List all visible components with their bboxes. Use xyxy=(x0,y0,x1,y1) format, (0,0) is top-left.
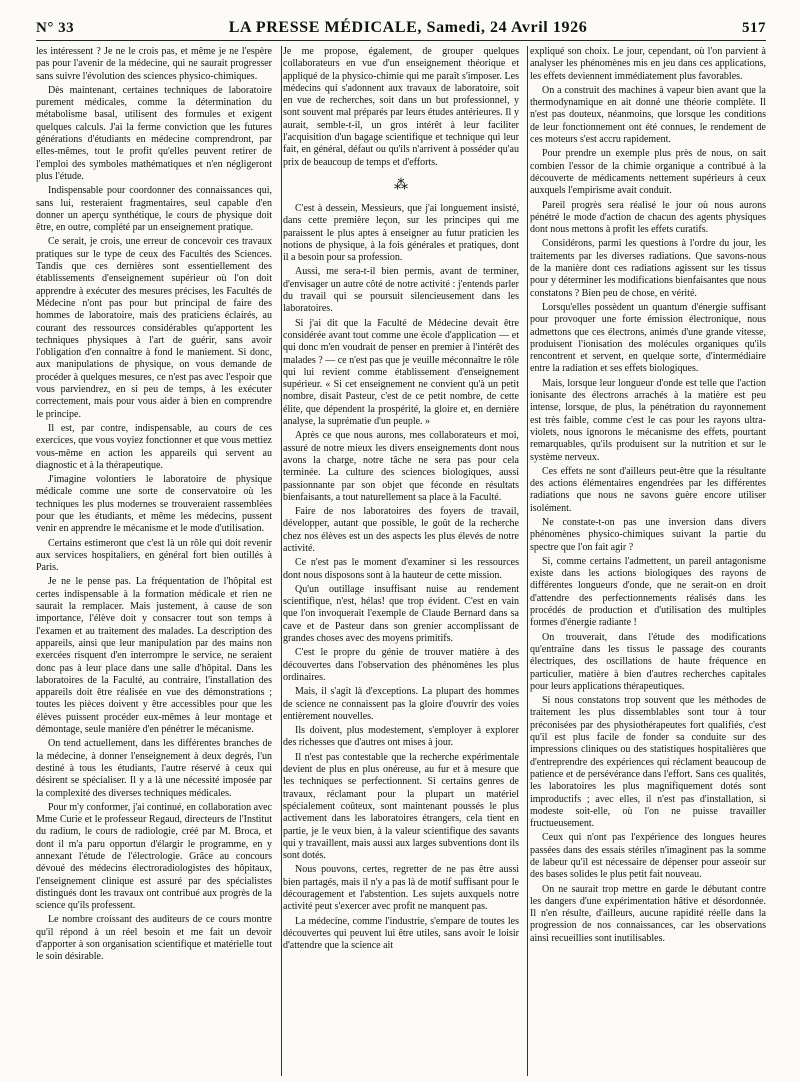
columns xyxy=(36,46,766,1076)
paragraph: Faire de nos laboratoires des foyers de travail, développer, autant que possible, le goût de la recherche chez nos élèves est un des aspects les plus élevés de notre activité. xyxy=(283,506,519,554)
paragraph: Pour m'y conformer, j'ai continué, en collaboration avec Mme Curie et le professeur Regaud, directeurs de l'Institut du radium, le cours de radiologie, créé par M. Broca, et dont il m'a paru opportun d'élargir le programme, en y annexant l'étude de l'électrologie. Grâce au concours dévoué des médecins électroradiologistes des hôpitaux, l'enseignement clinique est assuré par des spécialistes distingués dont les travaux ont contribué aux progrès de la science qu'ils professent. xyxy=(36,801,272,912)
issue-number: N° 33 xyxy=(36,20,75,36)
paragraph: Je me propose, également, de grouper quelques collaborateurs en vue d'un enseignement théorique et appliqué de la physico-chimie qui me paraît s'imposer. Les médecins qui s'adonnent aux travaux de laboratoire, soit en vue de recherches, soit dans un but professionnel, y sont souvent mal préparés par leurs études antérieures. Il y aurait, semble-t-il, un gros intérêt à leur faciliter l'acquisition d'un bagage scientifique et technique qui leur fait, en général, défaut ou qu'ils n'arrivent à posséder qu'au prix de beaucoup de temps et d'efforts. xyxy=(283,46,519,168)
column-2-top xyxy=(283,46,519,169)
paragraph: On tend actuellement, dans les différentes branches de la médecine, à donner l'enseignement à deux degrés, l'un destiné à tous les étudiants, l'autre réservé à ceux qui désirent se spécialiser. Il y a là une nécessité imposée par la complexité des diverses techniques médicales. xyxy=(36,738,272,799)
paragraph: Je ne le pense pas. La fréquentation de l'hôpital est certes indispensable à la formation médicale et rien ne saurait la remplacer. Mais justement, à cause de son importance, l'élève doit y consacrer tout son temps à l'examen et au traitement des malades. La description des appareils, ainsi que leur manipulation par des mains non exercées risquent d'en interrompre le service, ne seraient donc pas à leur place dans une salle d'hôpital. Dans les laboratoires de la Faculté, au contraire, l'installation des appareils doit être réalisée en vue des démonstrations ; toutes les pièces doivent y être accessibles pour que les élèves puissent procéder eux-mêmes à leur montage et démontage, seule manière d'en pénétrer le mécanisme. xyxy=(36,576,272,736)
paragraph: Mais, lorsque leur longueur d'onde est telle que l'action ionisante des électrons arrachés à la matière est peu intense, lorsque, de plus, la pénétration du rayonnement est très faible, comme c'est le cas pour les rayons ultra-violets, nous ignorons le mécanisme des effets, pourtant remarquables, qu'ils produisent sur la nutrition et sur le système nerveux. xyxy=(530,377,766,463)
asterism-separator: ⁂ xyxy=(394,177,408,193)
masthead-title: LA PRESSE MÉDICALE, Samedi, 24 Avril 1926 xyxy=(228,19,588,36)
paragraph: La médecine, comme l'industrie, s'empare de toutes les découvertes qui peuvent lui être utiles, sans avoir le loisir d'attendre que la science ait xyxy=(283,915,519,952)
paragraph: Ce n'est pas le moment d'examiner si les ressources dont nous disposons sont à la hauteur de cette mission. xyxy=(283,557,519,581)
paragraph: Considérons, parmi les questions à l'ordre du jour, les traitements par les diverses radiations. Que savons-nous de la manière dont ces radiations agissent sur les tissus pour y déterminer les modifications bienfaisantes que nous constatons ? Bien peu de chose, en vérité. xyxy=(530,238,766,299)
paragraph: Indispensable pour coordonner des connaissances qui, sans lui, resteraient fragmentaires, seul capable d'en donner un aperçu synthétique, le cours de physique doit être, en outre, complété par un enseignement pratique. xyxy=(36,185,272,234)
paragraph: Si, comme certains l'admettent, un pareil antagonisme existe dans les actions biologiques des rayons de différentes longueurs d'onde, que ne serait-on en droit d'attendre des perfectionnements réalisés dans les procédés de production et d'utilisation des multiples formes d'énergie radiante ! xyxy=(530,555,766,629)
paragraph: Lorsqu'elles possèdent un quantum d'énergie suffisant pour provoquer une forte émission électronique, nous admettons que ces électrons, animés d'une grande vitesse, produisent l'ionisation des molécules organiques qu'ils rencontrent et servent, en quelque sorte, d'intermédiaire entre la radiation et ses effets biologiques. xyxy=(530,301,766,375)
paragraph: C'est le propre du génie de trouver matière à des découvertes dans l'observation des phénomènes les plus ordinaires. xyxy=(283,647,519,683)
paragraph: Il n'est pas contestable que la recherche expérimentale devient de plus en plus onéreuse, au fur et à mesure que les techniques se perfectionnent. Si certains genres de travaux, réclamant pour la plupart un matériel spécialement coûteux, sont maintenant poussés le plus activement dans les laboratoires étrangers, cela tient en partie, je le veux bien, à la valeur scientifique des savants qui y travaillent, mais aussi aux larges subventions dont ils sont dotés. xyxy=(283,751,519,862)
paragraph: On a construit des machines à vapeur bien avant que la thermodynamique en ait donné une théorie complète. Il n'est pas douteux, néanmoins, que lorsque les conditions de leur fonctionnement ont été connues, le rendement de ces moteurs s'est accru rapidement. xyxy=(530,84,766,146)
paragraph: Après ce que nous aurons, mes collaborateurs et moi, assuré de notre mieux les divers enseignements dont nous avons la charge, notre tâche ne sera pas pour cela terminée. La culture des sciences biologiques, aussi passionnante par son objet que féconde en résultats bienfaisants, a tout naturellement sa place à la Faculté. xyxy=(283,430,519,503)
paragraph: Ces effets ne sont d'ailleurs peut-être que la résultante des actions élémentaires engendrées par les différentes radiations que nous ne savons guère encore utiliser isolément. xyxy=(530,465,766,514)
page-number: 517 xyxy=(741,20,766,36)
paragraph: Dès maintenant, certaines techniques de laboratoire purement médicales, comme la détermination du métabolisme basal, utilisent des formules et exigent quelques calculs. J'ai la ferme conviction que les futures générations d'étudiants en médecine comprendront, par elles-mêmes, tout le profit qu'elles peuvent retirer de l'emploi des symboles mathématiques et n'en négligeront plus l'étude. xyxy=(36,84,272,182)
paragraph: Si j'ai dit que la Faculté de Médecine devait être considérée avant tout comme une école d'application — et qui donc m'en voudrait de penser en premier à l'intérêt des malades ? — ce n'est pas que je veuille méconnaître le rôle qui lui revient comme établissement d'enseignement supérieur. « Si cet enseignement ne convient qu'à un petit nombre, disait Pasteur, c'est de ce petit nombre, de cette élite, que dépendent la prospérité, la gloire et, en dernière analyse, la suprématie d'un peuple. » xyxy=(283,317,519,428)
paragraph: J'imagine volontiers le laboratoire de physique médicale comme une sorte de conservatoire où les techniques les plus modernes se trouveraient rassemblées pour que les étudiants, et même les médecins, pussent venir en apprendre le mécanisme et le mode d'utilisation. xyxy=(36,474,272,535)
paragraph: Il est, par contre, indispensable, au cours de ces exercices, que vous voyiez fonctionner et que vous mettiez vous-même en action les appareils qui servent au diagnostic et à la thérapeutique. xyxy=(36,422,272,471)
paragraph: On ne saurait trop mettre en garde le débutant contre les dangers d'une expérimentation hâtive et désordonnée. Il n'en résulte, d'ailleurs, aucune rapidité réelle dans la progression de nos connaissances, car les observations ainsi recueillies sont inutilisables. xyxy=(530,883,766,944)
column-2 xyxy=(283,46,519,1076)
paragraph: Ceux qui n'ont pas l'expérience des longues heures passées dans des essais stériles n'imaginent pas la somme de labeur qu'il est nécessaire de dépenser pour asseoir sur des bases solides le plus petit fait nouveau. xyxy=(530,832,766,881)
paragraph: C'est à dessein, Messieurs, que j'ai longuement insisté, dans cette première leçon, sur les principes qui me paraissent le plus aptes à enseigner au futur praticien les notions de physique, à la fois générales et pratiques, dont il a besoin pour sa profession. xyxy=(283,202,519,264)
paragraph: Si nous constatons trop souvent que les méthodes de traitement les plus dissemblables sont tour à tour préconisées par des physiothérapeutes fort qualifiés, c'est qu'il est plus facile de fonder sa conduite sur des impressions cliniques ou des statistiques hospitalières que d'entreprendre des expériences qui réclament beaucoup de patience et de persévérance dans l'effort. Sans ces qualités, les laboratoires les plus magnifiquement dotés sont improductifs ; avec elles, il n'est pas d'installation, si modeste soit-elle, où l'on ne puisse travailler fructueusement. xyxy=(530,695,766,830)
column-2-bottom xyxy=(283,203,519,953)
column-1 xyxy=(36,46,272,1076)
paragraph: Le nombre croissant des auditeurs de ce cours montre qu'il répond à un réel besoin et me fait un devoir d'apporter à son organisation scientifique et matérielle tout le soin désirable. xyxy=(36,914,272,963)
paragraph: Nous pouvons, certes, regretter de ne pas être aussi bien partagés, mais il n'y a pas là de motif suffisant pour le découragement et l'abstention. Les sujets auxquels notre activité peut s'exercer avec profit ne manquent pas. xyxy=(283,864,519,913)
page-header xyxy=(36,14,766,41)
paragraph: Certains estimeront que c'est là un rôle qui doit revenir aux services hospitaliers, en général fort bien outillés à Paris. xyxy=(36,537,272,574)
paragraph: Mais, il s'agit là d'exceptions. La plupart des hommes de science ne connaissent pas la gloire d'ouvrir des voies entièrement nouvelles. xyxy=(283,686,519,722)
paragraph: expliqué son choix. Le jour, cependant, où l'on parvient à analyser les phénomènes mis en jeu dans ces applications, les effets deviennent immédiatement plus favorables. xyxy=(530,46,766,82)
column-3 xyxy=(530,46,766,1076)
paragraph: les intéressent ? Je ne le crois pas, et même je ne l'espère pas pour l'avenir de la médecine, qui ne saurait progresser sans suivre l'évolution des sciences physico-chimiques. xyxy=(36,46,272,82)
paragraph: Qu'un outillage insuffisant nuise au rendement scientifique, n'est, hélas! que trop évident. C'est en vain que l'on invoquerait l'exemple de Claude Bernard dans sa cave et de Pasteur dans son grenier accomplissant de grandes choses avec des moyens primitifs. xyxy=(283,583,519,645)
paragraph: Pour prendre un exemple plus près de nous, on sait combien l'essor de la chimie organique a contribué à la découverte de médicaments nettement supérieurs à ceux auxquels l'empirisme avait conduit. xyxy=(530,148,766,197)
paragraph: Ce serait, je crois, une erreur de concevoir ces travaux pratiques sur le type de ceux des Facultés des Sciences. Tandis que ces dernières sont essentiellement des établissements d'enseignement supérieur où l'on doit apprendre à exécuter des mesures précises, les Facultés de Médecine n'ont pas pour but principal de faire des hommes de laboratoire, mais des praticiens éclairés, au courant des ressources considérables qu'apportent les techniques physiques à l'art de guérir, sans avoir l'obligation d'en connaître à fond le maniement. Si donc, aux manipulations de physique, on vous demande de procéder à quelques mesures, ce n'est pas avec l'espoir que vous parviendrez, en si peu de temps, à les exécuter correctement, mais pour vous aider à bien en comprendre le principe. xyxy=(36,236,272,420)
paragraph: Ils doivent, plus modestement, s'employer à explorer des richesses que d'autres ont mises à jour. xyxy=(283,725,519,749)
paragraph: Aussi, me sera-t-il bien permis, avant de terminer, d'envisager un autre côté de notre activité : j'entends parler du travail qui se poursuit silencieusement dans les laboratoires. xyxy=(283,266,519,315)
paragraph: Pareil progrès sera réalisé le jour où nous aurons pénétré le mode d'action de chacun des agents physiques dont nous mettons à profit les effets curatifs. xyxy=(530,199,766,236)
paragraph: On trouverait, dans l'étude des modifications qu'entraîne dans les tissus le passage des courants électriques, des oscillations de haute fréquence en particulier, matière à bien d'autres recherches capitales pour leurs applications thérapeutiques. xyxy=(530,631,766,692)
paragraph: Ne constate-t-on pas une inversion dans divers phénomènes physico-chimiques suivant la partie du spectre que l'on fait agir ? xyxy=(530,516,766,553)
